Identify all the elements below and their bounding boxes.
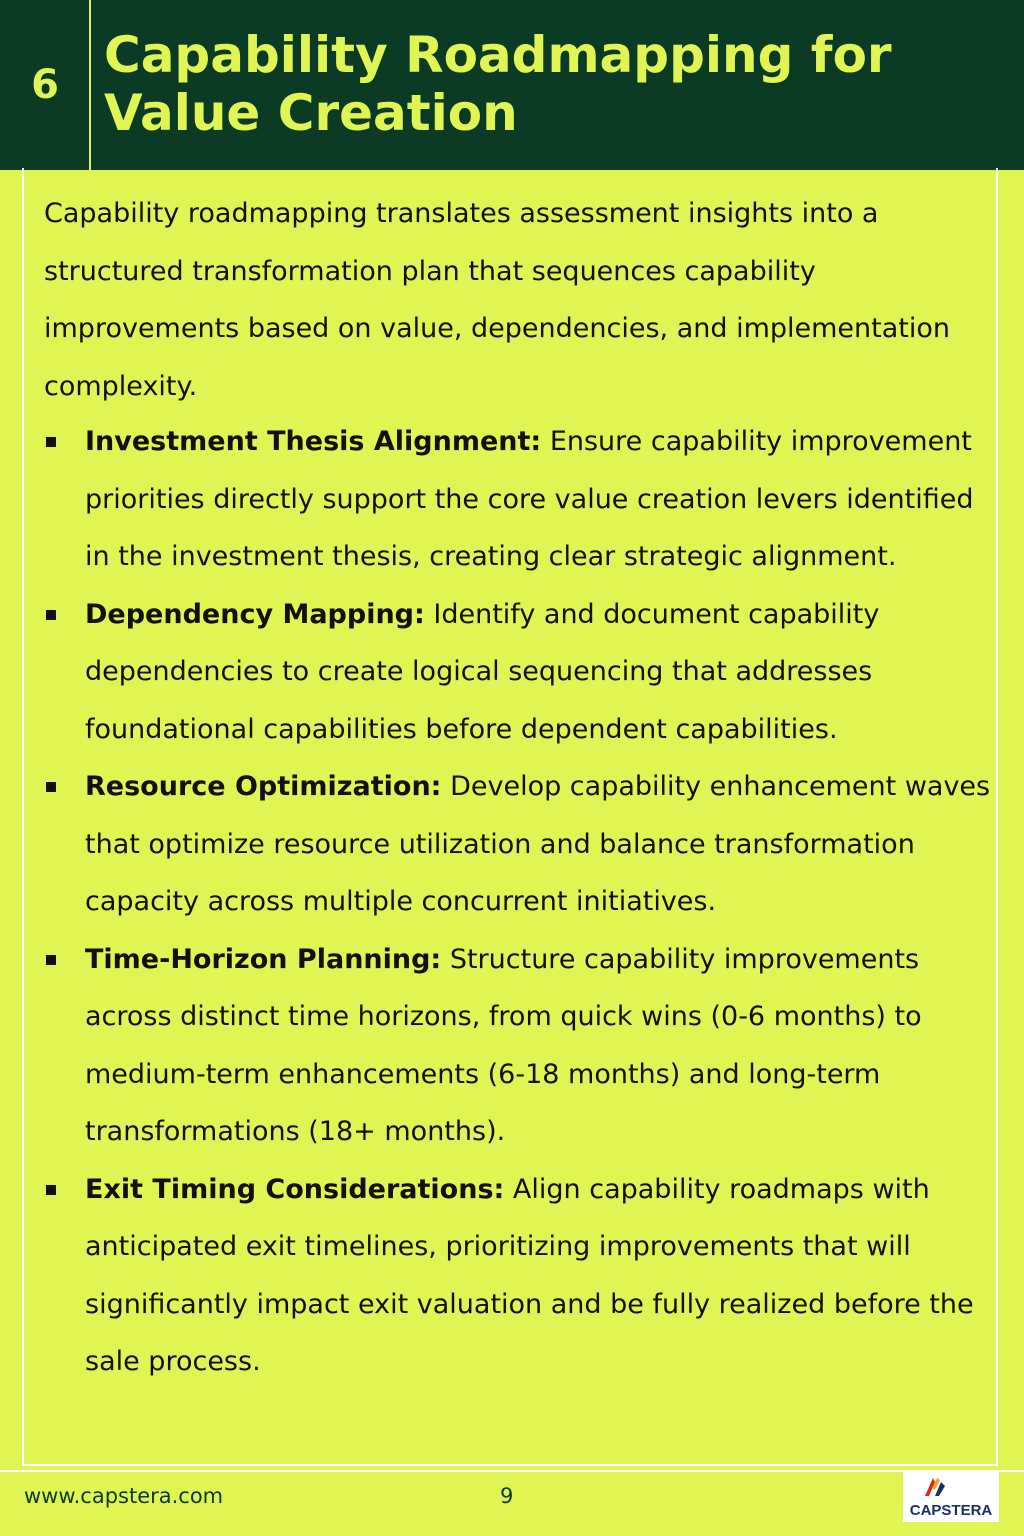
- bullet-term: Exit Timing Considerations:: [85, 1173, 505, 1205]
- logo-text: CAPSTERA: [909, 1502, 993, 1519]
- section-number: 6: [31, 62, 59, 108]
- list-item: [44, 586, 994, 759]
- list-item: [44, 931, 994, 1161]
- page-header: [0, 0, 1024, 170]
- square-bullet-icon: [46, 610, 56, 620]
- bullet-text: Align capability roadmaps with anticipated exit timelines, prioritizing improvements that will significantly impact exit valuation and be fully realized before the sale process.: [85, 1173, 974, 1377]
- square-bullet-icon: [46, 437, 56, 447]
- list-item: [44, 413, 994, 586]
- bullet-term: Dependency Mapping:: [85, 598, 425, 630]
- capstera-logo: [903, 1470, 999, 1522]
- bullet-term: Investment Thesis Alignment:: [85, 426, 542, 457]
- page-number: 9: [500, 1484, 514, 1508]
- footer-url-link[interactable]: www.capstera.com: [24, 1484, 224, 1508]
- list-item: [44, 1161, 994, 1391]
- bullet-term: Time-Horizon Planning:: [85, 943, 442, 975]
- bullet-text: Ensure capability improvement priorities directly support the core value creation levers identified in the investment thesis, creating clear strategic alignment.: [85, 426, 974, 572]
- bullet-text: Structure capability improvements across distinct time horizons, from quick wins (0-6 months) to medium-term enhancements (6-18 months) and long-term transformations (18+ months).: [85, 943, 922, 1147]
- intro-paragraph: Capability roadmapping translates assessment insights into a structured transformation plan that sequences capability improvements based on value, dependencies, and implementation complexity.: [44, 198, 951, 402]
- footer-divider: [0, 1470, 1024, 1472]
- bullet-list: [44, 413, 994, 1391]
- page-title: Capability Roadmapping for Value Creation: [104, 26, 892, 142]
- logo-mark-icon: [921, 1474, 949, 1500]
- square-bullet-icon: [46, 955, 56, 965]
- bullet-text: Develop capability enhancement waves that optimize resource utilization and balance transformation capacity across multiple concurrent initiatives.: [85, 771, 991, 917]
- header-divider: [89, 0, 91, 170]
- square-bullet-icon: [46, 1185, 56, 1195]
- list-item: [44, 758, 994, 931]
- bullet-text: Identify and document capability dependencies to create logical sequencing that addresses foundational capabilities before dependent capabilities.: [85, 598, 880, 745]
- bullet-term: Resource Optimization:: [85, 771, 442, 802]
- square-bullet-icon: [46, 782, 56, 792]
